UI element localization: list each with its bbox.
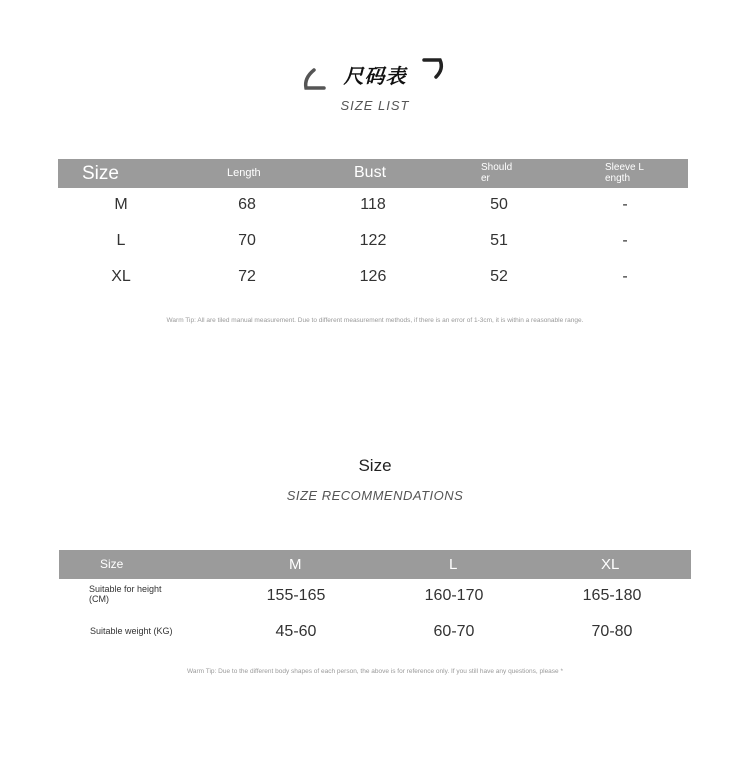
header-l: L: [449, 555, 458, 573]
cell-m-height: 155-165: [266, 587, 326, 604]
cell-bust: 122: [359, 232, 387, 249]
size-list-title: 尺码表: [343, 64, 407, 88]
size-recommend-warm-tip: Warm Tip: Due to the different body shapes of each person, the above is for reference only. If you still have any questions, please *: [186, 668, 563, 675]
cell-sleeve-length: -: [622, 232, 628, 249]
cell-bust: 118: [360, 196, 386, 213]
size-recommend-title: Size: [358, 456, 392, 475]
cell-l-height: 160-170: [424, 587, 484, 604]
cell-size: XL: [111, 268, 131, 285]
header-length: Length: [227, 166, 261, 179]
cell-size: L: [116, 232, 126, 249]
cell-size: M: [114, 196, 128, 213]
cell-shoulder: 52: [490, 268, 508, 285]
header-shoulder: Should er: [481, 162, 513, 184]
row-label-weight: Suitable weight (KG): [90, 626, 173, 636]
cell-bust: 126: [359, 268, 387, 285]
size-recommend-header-row: [59, 550, 691, 579]
cell-m-weight: 45-60: [275, 623, 317, 640]
header-size: Size: [100, 557, 124, 572]
row-label-height: Suitable for height (CM): [89, 584, 162, 604]
size-list-subtitle: SIZE LIST: [340, 98, 410, 113]
size-recommend-subtitle: SIZE RECOMMENDATIONS: [286, 488, 464, 503]
header-sleeve-length: Sleeve L ength: [605, 162, 644, 184]
cell-xl-weight: 70-80: [591, 623, 633, 640]
size-list-header-row: [58, 159, 688, 188]
header-xl: XL: [601, 555, 620, 573]
cell-sleeve-length: -: [622, 196, 628, 213]
header-m: M: [289, 555, 302, 573]
size-list-warm-tip: Warm Tip: All are tiled manual measurement. Due to different measurement methods, if there is an error of 1-3cm, it is within a reasonable range.: [166, 317, 584, 324]
cell-length: 70: [238, 232, 256, 249]
cell-length: 72: [238, 268, 256, 285]
cell-shoulder: 50: [490, 196, 508, 213]
cell-l-weight: 60-70: [433, 623, 475, 640]
header-bust: Bust: [354, 164, 387, 182]
header-size: Size: [82, 162, 119, 184]
cell-sleeve-length: -: [622, 268, 628, 285]
cell-length: 68: [238, 196, 256, 213]
cell-xl-height: 165-180: [582, 587, 642, 604]
cell-shoulder: 51: [490, 232, 508, 249]
